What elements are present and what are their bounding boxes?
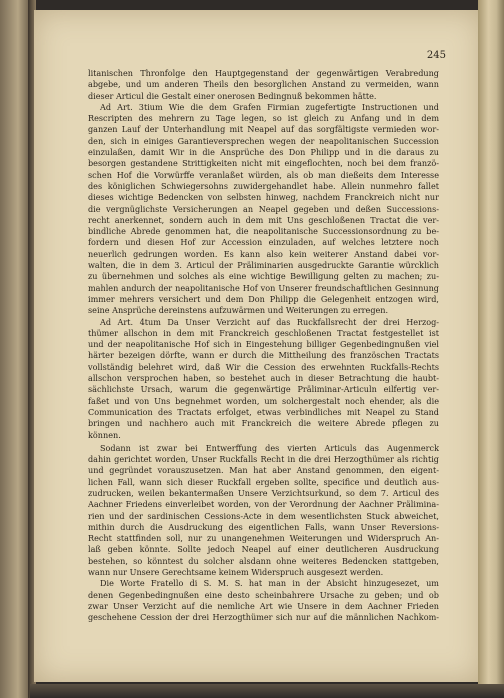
page-number: 245 [426, 50, 446, 61]
text-line: zudrucken, weilen bekantermaßen Unsere Verzichtsurkund, so dem 7. Articul des [88, 487, 439, 498]
text-line: rien und der sardinischen Cessions-Acte in dem wesentlichsten Stuck abweichet, [88, 510, 439, 521]
text-line: bringen und nachhero auch mit Franckreich die weitere Abrede pflegen zu [88, 418, 439, 429]
text-line: neuerlich gedrungen worden. Es kann also kein weiterer Anstand dabei vor- [88, 248, 439, 259]
text-line: walten, die in dem 3. Articul der Präliminarien ausgedruckte Garantie würcklich [88, 260, 439, 271]
text-line: die vergnüglichste Versicherungen an Neapel gegeben und deßen Successions- [88, 203, 439, 214]
text-line: mithin durch die Ausdruckung des eigentlichen Falls, wann Unser Reversions- [88, 521, 439, 532]
text-line: faßet und von Uns begnehmet worden, um solchergestalt noch ehender, als die [88, 395, 439, 406]
text-line: wann nur Unsere Gerechtsame keinem Widerspruch ausgesezt werden. [88, 567, 384, 578]
text-line: und der neapolitanische Hof sich in Eingestehung billiger Gegenbedingnußen viel [88, 339, 439, 350]
text-line: recht anerkennet, sondern auch in dem mit Uns geschloßenen Tractat die ver- [88, 214, 439, 225]
bottom-shadow [30, 684, 504, 698]
text-line: dieser Articul die Gestalt einer onerosen Bedingnuß bekommen hätte. [88, 90, 377, 101]
text-line: härter bezeigen dörfte, wann er durch die Mittheilung des französchen Tractats [88, 350, 439, 361]
text-line: litanischen Thronfolge den Hauptgegenstand der gegenwärtigen Verabredung [88, 68, 439, 78]
text-line: Die Worte Fratello di S. M. S. hat man in der Absicht hinzugesezet, um [100, 578, 439, 589]
text-line: dahin gerichtet worden, Unser Ruckfalls Recht in die drei Herzogthümer als richtig [88, 454, 439, 465]
text-line: zu übernehmen und solches als eine wichtige Bewilligung gelten zu machen; zu- [88, 271, 439, 282]
text-line: allschon versprochen haben, so bestehet auch in dieser Betrachtung die haubt- [88, 373, 439, 384]
text-line: fordern und diesen Hof zur Accession einzuladen, auf welches letztere noch [88, 237, 439, 248]
text-line: einzulaßen, damit Wir in die Ansprüche des Don Philipp und in die daraus zu [88, 147, 439, 158]
text-line: Recht stattfinden soll, nur zu unangenehmen Weiterungen und Widerspruch An- [88, 533, 439, 544]
facing-page-edge [0, 0, 30, 698]
text-line: vollständig belehret wird, daß Wir die Cession des erwehnten Ruckfalls-Rechts [88, 361, 439, 372]
text-line: sächlichste Ursach, warum die gegenwärtige Präliminar-Articuln eilfertig ver- [88, 384, 439, 395]
text-line: und gegründet vorauszusetzen. Man hat aber Anstand genommen, den eigent- [88, 465, 439, 476]
text-line: lichen Fall, wann sich dieser Ruckfall ergeben sollte, specifice und deutlich aus- [88, 476, 439, 487]
text-line: bindliche Abrede genommen hat, die neapolitanische Successionsordnung zu be- [88, 226, 439, 237]
text-line: schen Hof die Vorwürffe veranlaßet würden, als ob man dießeits dem Interesse [88, 169, 439, 180]
text-line: laß geben könnte. Sollte jedoch Neapel auf einer deutlicheren Ausdruckung [88, 544, 439, 555]
text-line: thümer allschon in dem mit Franckreich geschloßenen Tractat festgestellet ist [88, 327, 439, 338]
text-line: zwar Unser Verzicht auf die nemliche Art wie Unsere in dem Aachner Frieden [88, 600, 439, 611]
page-edge-stack [478, 0, 504, 698]
text-line: besorgen gestandene Strittigkeiten nicht mit eingeflochten, noch bei dem franzö- [88, 158, 439, 169]
text-line: geschehene Cession der drei Herzogthümer sich nur auf die männlichen Nachkom- [88, 612, 439, 623]
text-line: Communication des Tractats erfolget, etwas verbindliches mit Neapel zu Stand [88, 406, 439, 417]
text-line: Ad Art. 3tium Wie die dem Grafen Firmian zugefertigte Instructionen und [100, 101, 439, 112]
text-line: des königlichen Schwiegersohns zuwidergehandlet habe. Allein nunmehro fallet [88, 180, 439, 191]
text-line: Rescripten des mehrern zu Tage legen, so ist gleich zu Anfang und in dem [88, 113, 439, 124]
text-line: denen Gegenbedingnußen eine desto scheinbahrere Ursache zu geben; und ob [88, 589, 439, 600]
text-line: den, sich in einiges Garantieversprechen wegen der neapolitanischen Succession [88, 135, 439, 146]
text-line: können. [88, 429, 121, 440]
text-line: Ad Art. 4tum Da Unser Verzicht auf das Ruckfallsrecht der drei Herzog- [100, 316, 439, 327]
text-line: immer mehrers versichert und dem Don Philipp die Gelegenheit entzogen wird, [88, 293, 439, 304]
text-line: dieses wichtige Bedencken von selbsten hinweg, nachdem Franckreich nicht nur [88, 192, 439, 203]
text-line: Sodann ist zwar bei Entwerffung des vierten Articuls das Augenmerck [100, 442, 439, 453]
body-text [88, 68, 439, 624]
text-line: Aachner Friedens einverleibet worden, von der Verordnung der Aachner Prälimina- [88, 499, 439, 510]
text-line: ganzen Lauf der Unterhandlung mit Neapel auf das sorgfältigste vermieden wor- [88, 124, 439, 135]
text-line: mahlen andurch der neapolitanische Hof von Unserer freundschaftlichen Gesinnung [88, 282, 439, 293]
text-line: abgebe, und um anderen Theils den besorglichen Anstand zu vermeiden, wann [88, 79, 439, 90]
text-line: seine Ansprüche dereinstens aufzuwärmen und Weiterungen zu erregen. [88, 305, 389, 316]
text-line: bestehen, so könntest du solcher alsdann ohne weiteres Bedencken stattgeben, [88, 555, 439, 566]
